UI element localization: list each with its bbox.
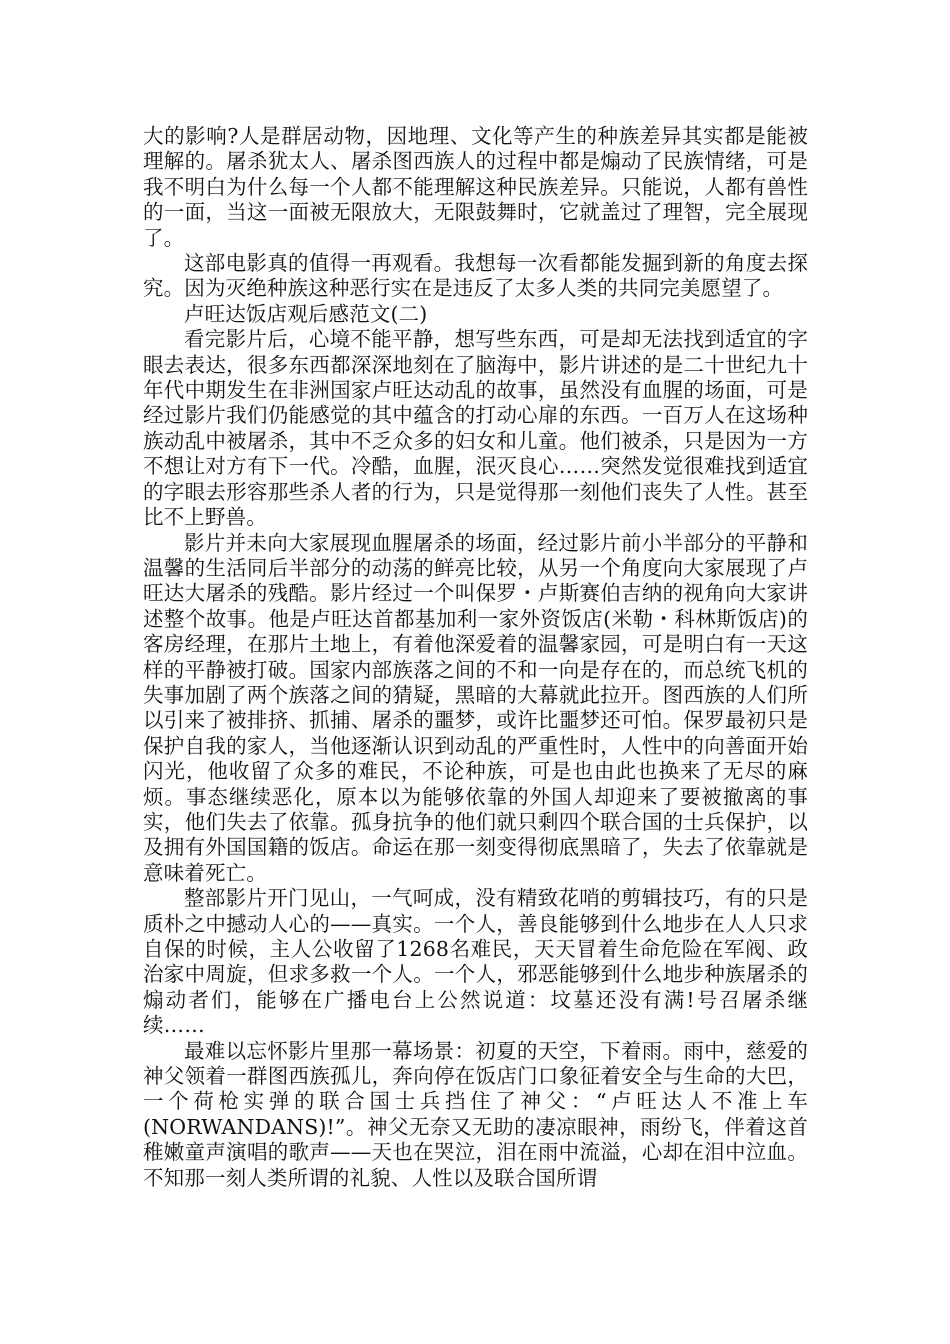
paragraph: 大的影响?人是群居动物，因地理、文化等产生的种族差异其实都是能被理解的。屠杀犹太人、屠杀图西族人的过程中都是煽动了民族情绪，可是我不明白为什么每一个人都不能理解这种民族差异。只能说，人都有兽性的一面，当这一面被无限放大，无限鼓舞时，它就盖过了理智，完全展现了。 [143,124,808,250]
paragraph: 最难以忘怀影片里那一幕场景：初夏的天空，下着雨。雨中，慈爱的神父领着一群图西族孤儿，奔向停在饭店门口象征着安全与生命的大巴，一个荷枪实弹的联合国士兵挡住了神父：“卢旺达人不准上车(NORWANDANS)!”。神父无奈又无助的凄凉眼神，雨纷飞，伴着这首稚嫩童声演唱的歌声——天也在哭泣，泪在雨中流溢，心却在泪中泣血。不知那一刻人类所谓的礼貌、人性以及联合国所谓 [143,1038,808,1190]
paragraph: 看完影片后，心境不能平静，想写些东西，可是却无法找到适宜的字眼去表达，很多东西都深深地刻在了脑海中，影片讲述的是二十世纪九十年代中期发生在非洲国家卢旺达动乱的故事，虽然没有血腥的场面，可是经过影片我们仍能感觉的其中蕴含的打动心扉的东西。一百万人在这场种族动乱中被屠杀，其中不乏众多的妇女和儿童。他们被杀，只是因为一方不想让对方有下一代。冷酷，血腥，泯灭良心……突然发觉很难找到适宜的字眼去形容那些杀人者的行为，只是觉得那一刻他们丧失了人性。甚至比不上野兽。 [143,327,808,530]
paragraph: 整部影片开门见山，一气呵成，没有精致花哨的剪辑技巧，有的只是质朴之中撼动人心的——真实。一个人，善良能够到什么地步在人人只求自保的时候，主人公收留了1268名难民，天天冒着生命危险在军阀、政治家中周旋，但求多救一个人。一个人，邪恶能够到什么地步种族屠杀的煽动者们，能够在广播电台上公然说道：坟墓还没有满!号召屠杀继续…… [143,886,808,1038]
section-subtitle: 卢旺达饭店观后感范文(二) [184,301,428,326]
document-body [143,124,808,1191]
paragraph: 影片并未向大家展现血腥屠杀的场面，经过影片前小半部分的平静和温馨的生活同后半部分的动荡的鲜亮比较，从另一个角度向大家展现了卢旺达大屠杀的残酷。影片经过一个叫保罗・卢斯赛伯吉纳的视角向大家讲述整个故事。他是卢旺达首都基加利一家外资饭店(米勒・科林斯饭店)的客房经理，在那片土地上，有着他深爱着的温馨家园，可是明白有一天这样的平静被打破。国家内部族落之间的不和一向是存在的，而总统飞机的失事加剧了两个族落之间的猜疑，黑暗的大幕就此拉开。图西族的人们所以引来了被排挤、抓捕、屠杀的噩梦，或许比噩梦还可怕。保罗最初只是保护自我的家人，当他逐渐认识到动乱的严重性时，人性中的向善面开始闪光，他收留了众多的难民，不论种族，可是也由此也换来了无尽的麻烦。事态继续恶化，原本以为能够依靠的外国人却迎来了要被撤离的事实，他们失去了依靠。孤身抗争的他们就只剩四个联合国的士兵保护，以及拥有外国国籍的饭店。命运在那一刻变得彻底黑暗了，失去了依靠就是意味着死亡。 [143,530,808,885]
paragraph: 这部电影真的值得一再观看。我想每一次看都能发掘到新的角度去探究。因为灭绝种族这种恶行实在是违反了太多人类的共同完美愿望了。 [143,251,808,301]
